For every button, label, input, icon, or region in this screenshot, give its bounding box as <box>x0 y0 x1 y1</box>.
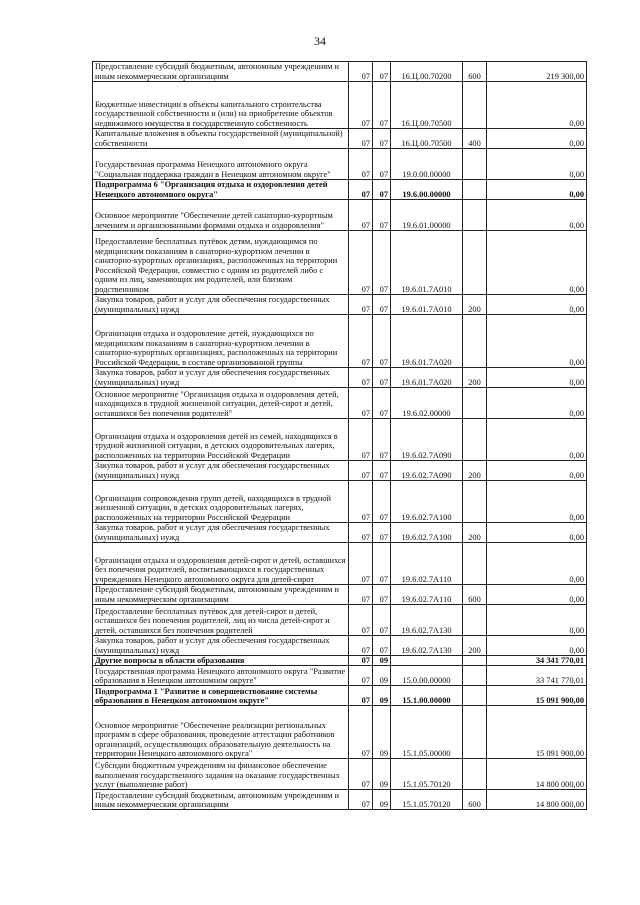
amount: 0,00 <box>487 636 587 656</box>
row-name: Закупка товаров, работ и услуг для обеспечения государственных (муниципальных) нужд <box>93 295 349 315</box>
expense-type-code <box>463 656 487 666</box>
section-code: 07 <box>349 388 373 419</box>
target-article-code: 19.6.01.7А010 <box>391 295 463 315</box>
subsection-code: 09 <box>373 666 391 686</box>
subsection-code: 07 <box>373 585 391 605</box>
row-name: Основное мероприятие "Обеспечение детей санаторно-курортным лечением и организованными формами отдыха и оздоровления" <box>93 200 349 231</box>
section-code: 07 <box>349 419 373 461</box>
expense-type-code <box>463 419 487 461</box>
table-row <box>93 180 587 200</box>
expense-type-code <box>463 759 487 790</box>
target-article-code: 19.0.00.00000 <box>391 149 463 180</box>
target-article-code: 19.6.02.7А130 <box>391 605 463 636</box>
amount: 33 741 770,01 <box>487 666 587 686</box>
subsection-code: 07 <box>373 388 391 419</box>
target-article-code: 19.6.02.7А130 <box>391 636 463 656</box>
target-article-code: 15.1.05.70120 <box>391 790 463 810</box>
row-name: Закупка товаров, работ и услуг для обеспечения государственных (муниципальных) нужд <box>93 636 349 656</box>
table-row <box>93 295 587 315</box>
expense-type-code <box>463 149 487 180</box>
subsection-code: 09 <box>373 759 391 790</box>
row-name: Предоставление субсидий бюджетным, автономным учреждениям и иным некоммерческим организациям <box>93 790 349 810</box>
expense-type-code <box>463 315 487 368</box>
expense-type-code <box>463 543 487 585</box>
amount: 0,00 <box>487 605 587 636</box>
section-code: 07 <box>349 790 373 810</box>
table-row <box>93 200 587 231</box>
expense-type-code <box>463 686 487 706</box>
row-name: Предоставление субсидий бюджетным, автономным учреждениям и иным некоммерческим организациям <box>93 585 349 605</box>
amount: 0,00 <box>487 419 587 461</box>
amount: 0,00 <box>487 295 587 315</box>
section-code: 07 <box>349 62 373 82</box>
subsection-code: 07 <box>373 315 391 368</box>
row-name: Основное мероприятие "Обеспечение реализации региональных программ в сфере образования, проведение аттестации работников организаций, осуществляющих образовательную деятельность на территории Ненецкого автономного округа" <box>93 706 349 759</box>
target-article-code: 15.1.05.00000 <box>391 706 463 759</box>
section-code: 07 <box>349 461 373 481</box>
amount: 0,00 <box>487 231 587 295</box>
section-code: 07 <box>349 666 373 686</box>
expense-type-code <box>463 82 487 129</box>
table-row <box>93 686 587 706</box>
table-row <box>93 656 587 666</box>
subsection-code: 07 <box>373 180 391 200</box>
expense-type-code: 600 <box>463 790 487 810</box>
row-name: Закупка товаров, работ и услуг для обеспечения государственных (муниципальных) нужд <box>93 368 349 388</box>
subsection-code: 07 <box>373 231 391 295</box>
subsection-code: 07 <box>373 636 391 656</box>
target-article-code <box>391 656 463 666</box>
expense-type-code <box>463 200 487 231</box>
section-code: 07 <box>349 82 373 129</box>
amount: 0,00 <box>487 461 587 481</box>
section-code: 07 <box>349 585 373 605</box>
target-article-code: 19.6.01.7А010 <box>391 231 463 295</box>
table-row <box>93 543 587 585</box>
table-row <box>93 231 587 295</box>
amount: 34 341 770,01 <box>487 656 587 666</box>
row-name: Закупка товаров, работ и услуг для обеспечения государственных (муниципальных) нужд <box>93 523 349 543</box>
row-name: Капитальные вложения в объекты государственной (муниципальной) собственности <box>93 129 349 149</box>
target-article-code: 15.0.00.00000 <box>391 666 463 686</box>
row-name: Предоставление бесплатных путёвок для детей-сирот и детей, оставшихся без попечения родителей, лиц из числа детей-сирот и детей, оставшихся без попечения родителей <box>93 605 349 636</box>
amount: 0,00 <box>487 180 587 200</box>
table-row <box>93 790 587 810</box>
expense-type-code: 200 <box>463 636 487 656</box>
row-name: Организация отдыха и оздоровления детей из семей, находящихся в трудной жизненной ситуации, в детских оздоровительных лагерях, расположенных на территории Российской Федерации <box>93 419 349 461</box>
amount: 0,00 <box>487 543 587 585</box>
amount: 0,00 <box>487 523 587 543</box>
subsection-code: 09 <box>373 686 391 706</box>
section-code: 07 <box>349 129 373 149</box>
row-name: Подпрограмма 1 "Развитие и совершенствование системы образования в Ненецком автономном округе" <box>93 686 349 706</box>
section-code: 07 <box>349 180 373 200</box>
expense-type-code: 200 <box>463 368 487 388</box>
target-article-code: 19.6.01.00000 <box>391 200 463 231</box>
amount: 0,00 <box>487 315 587 368</box>
subsection-code: 07 <box>373 523 391 543</box>
section-code: 07 <box>349 231 373 295</box>
section-code: 07 <box>349 523 373 543</box>
target-article-code: 19.6.02.7А110 <box>391 543 463 585</box>
subsection-code: 07 <box>373 200 391 231</box>
row-name: Бюджетные инвестиции в объекты капитального строительства государственной собственности и (или) на приобретение объектов недвижимого имущества в государственную собственность <box>93 82 349 129</box>
section-code: 07 <box>349 759 373 790</box>
expense-type-code: 400 <box>463 129 487 149</box>
subsection-code: 07 <box>373 605 391 636</box>
target-article-code: 16.Ц.00.70200 <box>391 62 463 82</box>
target-article-code: 19.6.02.00000 <box>391 388 463 419</box>
table-row <box>93 636 587 656</box>
table-row <box>93 759 587 790</box>
amount: 0,00 <box>487 368 587 388</box>
section-code: 07 <box>349 149 373 180</box>
section-code: 07 <box>349 543 373 585</box>
table-row <box>93 368 587 388</box>
table-row <box>93 419 587 461</box>
section-code: 07 <box>349 636 373 656</box>
amount: 0,00 <box>487 149 587 180</box>
target-article-code: 19.6.01.7А020 <box>391 368 463 388</box>
expense-type-code: 200 <box>463 523 487 543</box>
row-name: Предоставление бесплатных путёвок детям, нуждающимся по медицинским показаниям в санаторно-курортном лечении в санаторно-курортных организациях, расположенных на территории Российской Федерации, совместно с одним из родителей либо с одним из лиц, заменяющих им родителей, или близким родственником <box>93 231 349 295</box>
target-article-code: 15.1.05.70120 <box>391 759 463 790</box>
row-name: Государственная программа Ненецкого автономного округа "Развитие образования в Ненецком автономном округе" <box>93 666 349 686</box>
table-row <box>93 62 587 82</box>
row-name: Подпрограмма 6 "Организация отдыха и оздоровления детей Ненецкого автономного округа" <box>93 180 349 200</box>
row-name: Основное мероприятие "Организация отдыха и оздоровления детей, находящихся в трудной жизненной ситуации, детей-сирот и детей, оставшихся без попечения родителей" <box>93 388 349 419</box>
section-code: 07 <box>349 686 373 706</box>
row-name: Организация сопровождения групп детей, находящихся в трудной жизненной ситуации, в детских оздоровительных лагерях, расположенных на территории Российской Федерации <box>93 481 349 523</box>
section-code: 07 <box>349 200 373 231</box>
amount: 14 800 000,00 <box>487 790 587 810</box>
row-name: Предоставление субсидий бюджетным, автономным учреждениям и иным некоммерческим организациям <box>93 62 349 82</box>
section-code: 07 <box>349 605 373 636</box>
subsection-code: 07 <box>373 129 391 149</box>
table-row <box>93 149 587 180</box>
table-row <box>93 666 587 686</box>
table-row <box>93 82 587 129</box>
subsection-code: 07 <box>373 419 391 461</box>
expense-type-code <box>463 481 487 523</box>
target-article-code: 19.6.01.7А020 <box>391 315 463 368</box>
target-article-code: 19.6.02.7А090 <box>391 461 463 481</box>
amount: 0,00 <box>487 82 587 129</box>
amount: 219 300,00 <box>487 62 587 82</box>
section-code: 07 <box>349 295 373 315</box>
subsection-code: 07 <box>373 295 391 315</box>
amount: 0,00 <box>487 129 587 149</box>
target-article-code: 16.Ц.00.70500 <box>391 82 463 129</box>
target-article-code: 19.6.02.7А100 <box>391 481 463 523</box>
amount: 0,00 <box>487 388 587 419</box>
subsection-code: 07 <box>373 149 391 180</box>
expense-type-code: 600 <box>463 62 487 82</box>
target-article-code: 15.1.00.00000 <box>391 686 463 706</box>
subsection-code: 09 <box>373 790 391 810</box>
section-code: 07 <box>349 656 373 666</box>
row-name: Субсидии бюджетным учреждениям на финансовое обеспечение выполнения государственного задания на оказание государственных услуг (выполнение работ) <box>93 759 349 790</box>
expense-type-code <box>463 666 487 686</box>
amount: 0,00 <box>487 585 587 605</box>
expense-type-code <box>463 180 487 200</box>
table-row <box>93 315 587 368</box>
amount: 14 800 000,00 <box>487 759 587 790</box>
subsection-code: 07 <box>373 62 391 82</box>
table-row <box>93 461 587 481</box>
row-name: Закупка товаров, работ и услуг для обеспечения государственных (муниципальных) нужд <box>93 461 349 481</box>
row-name: Организация отдыха и оздоровления детей-сирот и детей, оставшихся без попечения родителей, воспитывающихся в государственных учреждениях Ненецкого автономного округа для детей-сирот <box>93 543 349 585</box>
amount: 15 091 900,00 <box>487 686 587 706</box>
budget-table-body <box>93 62 587 810</box>
target-article-code: 19.6.02.7А110 <box>391 585 463 605</box>
target-article-code: 19.6.02.7А100 <box>391 523 463 543</box>
expense-type-code: 200 <box>463 295 487 315</box>
row-name: Другие вопросы в области образования <box>93 656 349 666</box>
expense-type-code <box>463 388 487 419</box>
expense-type-code <box>463 605 487 636</box>
table-row <box>93 523 587 543</box>
row-name: Государственная программа Ненецкого автономного округа "Социальная поддержка граждан в Ненецком автономном округе" <box>93 149 349 180</box>
budget-table <box>92 61 587 810</box>
subsection-code: 09 <box>373 656 391 666</box>
table-row <box>93 129 587 149</box>
amount: 15 091 900,00 <box>487 706 587 759</box>
subsection-code: 07 <box>373 368 391 388</box>
row-name: Организация отдыха и оздоровление детей, нуждающихся по медицинским показаниям в санаторно-курортном лечении в санаторно-курортных организациях, расположенных на территории Российской Федерации, в составе организованной группы <box>93 315 349 368</box>
section-code: 07 <box>349 706 373 759</box>
target-article-code: 19.6.02.7А090 <box>391 419 463 461</box>
subsection-code: 07 <box>373 543 391 585</box>
subsection-code: 09 <box>373 706 391 759</box>
table-row <box>93 388 587 419</box>
table-row <box>93 481 587 523</box>
section-code: 07 <box>349 368 373 388</box>
page-number: 34 <box>314 34 326 48</box>
expense-type-code <box>463 231 487 295</box>
table-row <box>93 605 587 636</box>
expense-type-code: 600 <box>463 585 487 605</box>
section-code: 07 <box>349 315 373 368</box>
table-row <box>93 706 587 759</box>
target-article-code: 19.6.00.00000 <box>391 180 463 200</box>
expense-type-code <box>463 706 487 759</box>
subsection-code: 07 <box>373 481 391 523</box>
section-code: 07 <box>349 481 373 523</box>
expense-type-code: 200 <box>463 461 487 481</box>
target-article-code: 16.Ц.00.70500 <box>391 129 463 149</box>
amount: 0,00 <box>487 200 587 231</box>
subsection-code: 07 <box>373 461 391 481</box>
table-row <box>93 585 587 605</box>
amount: 0,00 <box>487 481 587 523</box>
subsection-code: 07 <box>373 82 391 129</box>
